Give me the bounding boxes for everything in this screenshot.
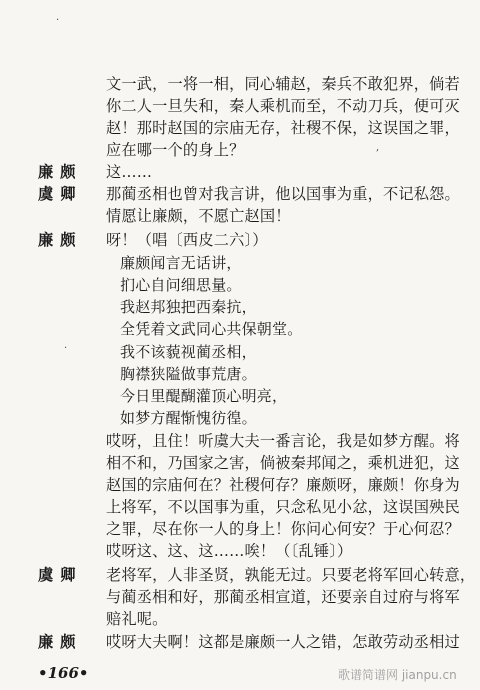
speaker-name: 廉颇 xyxy=(38,633,83,651)
scan-speck: . xyxy=(64,340,68,351)
dialogue-line: 呀！（唱〔西皮二六〕） xyxy=(106,231,268,249)
dialogue-line: 情愿让廉颇，不愿亡赵国！ xyxy=(106,207,291,225)
text-line: 应在哪一个的身上？ xyxy=(106,141,245,159)
dialogue-line: 哎呀这、这、这……唉！（〔乱锤〕） xyxy=(106,542,353,560)
page-number: •166• xyxy=(38,664,89,682)
verse-line: 扪心自问细思量。 xyxy=(120,276,242,294)
verse-line: 今日里醍醐灌顶心明亮， xyxy=(120,387,288,405)
verse-line: 廉颇闻言无话讲， xyxy=(120,254,242,272)
dialogue-line: 哎呀大夫啊！这都是廉颇一人之错，怎敢劳动丞相过 xyxy=(106,633,460,651)
speaker-name: 廉颇 xyxy=(38,231,83,249)
dialogue-line: 这…… xyxy=(106,163,153,181)
text-line: 你二人一旦失和，秦人乘机而至，不动刀兵，便可灭 xyxy=(106,97,460,115)
speaker-name: 虞卿 xyxy=(38,185,83,203)
dialogue-line: 相不和，乃国家之害，倘被秦邦闻之，乘机进犯，这 xyxy=(106,454,460,472)
dialogue-line: 赔礼呢。 xyxy=(106,610,168,628)
dialogue-line: 哎呀，且住！听虞大夫一番言论，我是如梦方醒。将 xyxy=(106,432,460,450)
verse-line: 如梦方醒惭愧彷徨。 xyxy=(120,409,257,427)
verse-line: 我不该藐视蔺丞相， xyxy=(120,343,257,361)
speaker-name: 廉颇 xyxy=(38,163,83,181)
dialogue-line: 之罪，尽在你一人的身上！你问心何安？于心何忍？ xyxy=(106,520,460,538)
scan-speck: . xyxy=(56,12,60,23)
text-line: 文一武，一将一相，同心辅赵，秦兵不敢犯界，倘若 xyxy=(106,75,460,93)
speaker-name: 虞卿 xyxy=(38,566,83,584)
dialogue-line: 老将军，人非圣贤，孰能无过。只要老将军回心转意， xyxy=(106,566,476,584)
dialogue-line: 上将军，不以国事为重，只念私见小忿，这误国殃民 xyxy=(106,498,460,516)
dialogue-line: 赵国的宗庙何在？社稷何存？廉颇呀，廉颇！你身为 xyxy=(106,476,460,494)
verse-line: 我赵邦独把西秦抗， xyxy=(120,298,257,316)
verse-line: 全凭着文武同心共保朝堂。 xyxy=(120,320,303,338)
dialogue-line: 那蔺丞相也曾对我言讲，他以国事为重，不记私怨。 xyxy=(106,185,460,203)
watermark: 歌谱简谱网 jianpu.cn xyxy=(338,668,457,682)
scan-speck: , xyxy=(376,142,380,153)
text-line: 赵！那时赵国的宗庙无存，社稷不保，这误国之罪， xyxy=(106,119,460,137)
dialogue-line: 与蔺丞相和好，那蔺丞相宣道，还要亲自过府与将军 xyxy=(106,588,460,606)
verse-line: 胸襟狭隘做事荒唐。 xyxy=(120,365,257,383)
